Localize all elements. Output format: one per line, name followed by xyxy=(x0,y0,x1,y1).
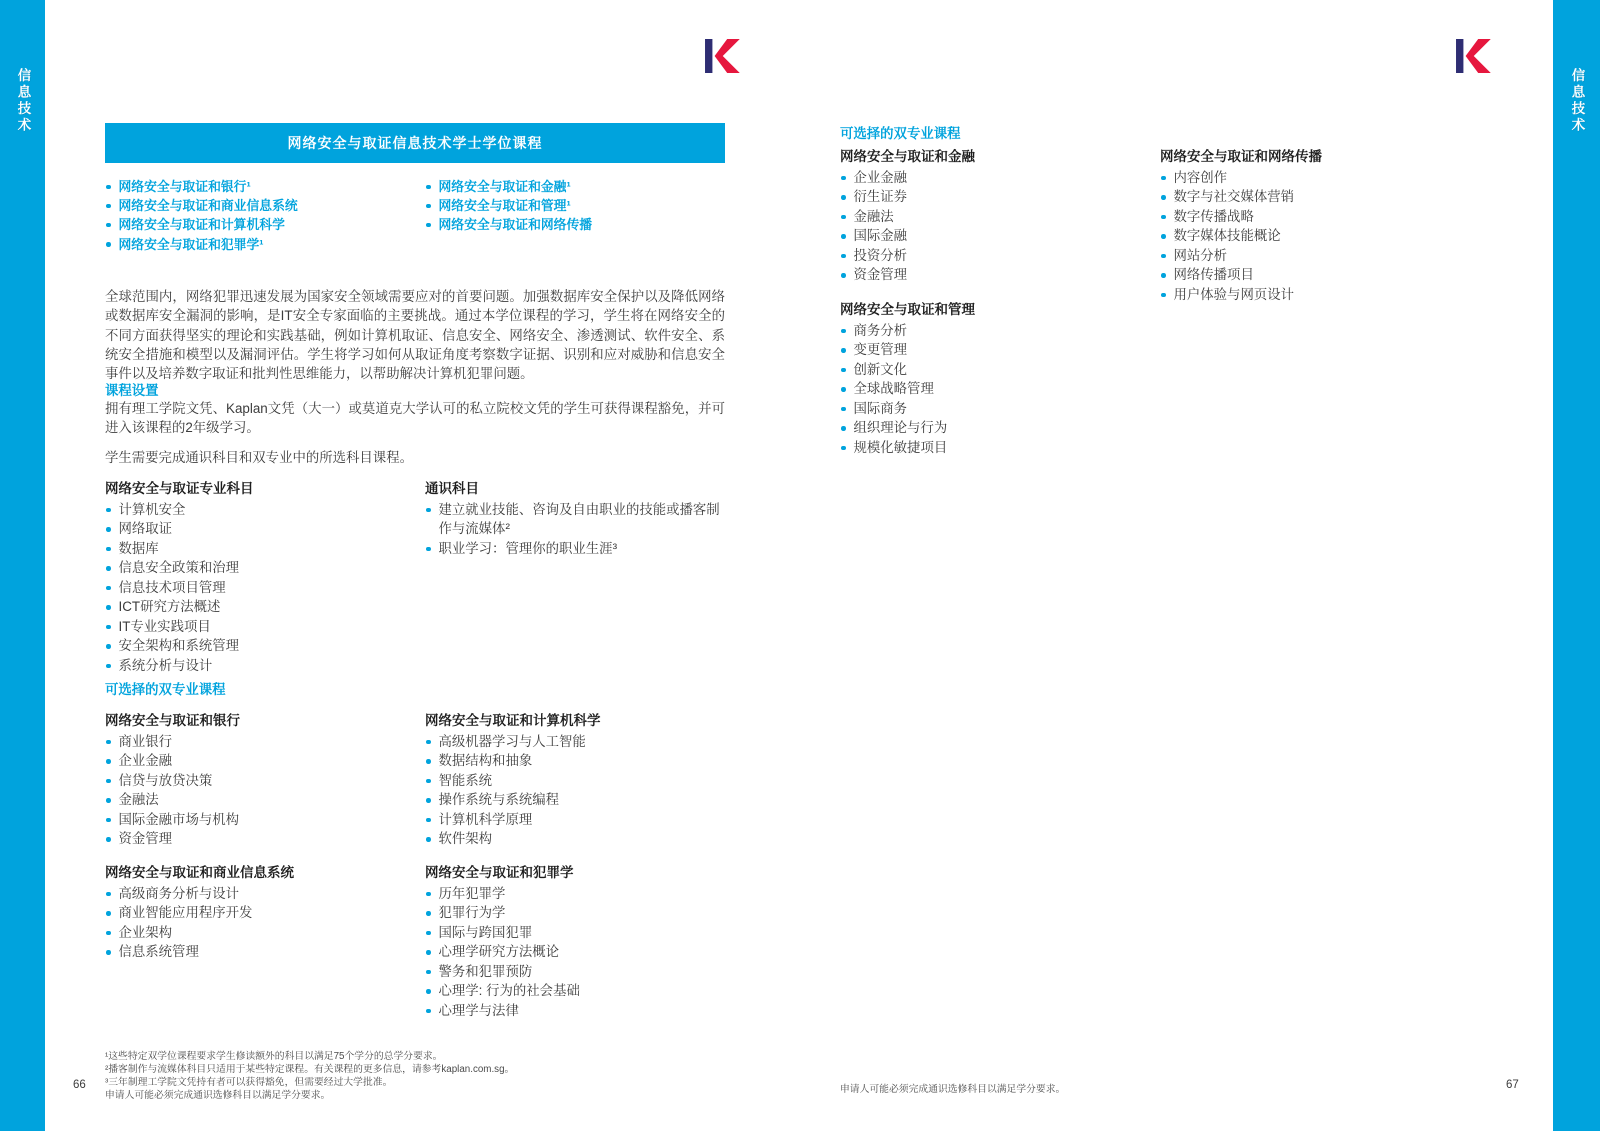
dot-bullet-icon xyxy=(426,950,431,955)
dot-bullet-icon xyxy=(106,586,111,591)
list-item xyxy=(105,558,413,578)
programme-description: 全球范围内，网络犯罪迅速发展为国家安全领域需要应对的首要问题。加强数据库安全保护以及降低网络或数据库安全漏洞的影响，是IT安全专家面临的主要挑战。通过本学位课程的学习，学生将在网络安全的不同方面获得坚实的理论和实践基础，例如计算机取证、信息安全、网络安全、渗透测试、软件安全、系统安全措施和模型以及漏洞评估。学生将学习如何从取证角度考察数字证据、识别和应对威胁和信息安全事件以及培养数字取证和批判性思维能力，以帮助解决计算机犯罪问题。 xyxy=(105,289,725,382)
list-item-label: 警务和犯罪预防 xyxy=(438,963,533,979)
left-page xyxy=(105,0,725,1131)
list-item-label: 组织理论与行为 xyxy=(853,420,948,435)
course-setup-body: 拥有理工学院文凭、Kaplan文凭（大一）或莫道克大学认可的私立院校文凭的学生可获得课程豁免，并可进入该课程的2年级学习。 xyxy=(105,401,725,436)
list-item-label: 信息安全政策和治理 xyxy=(118,560,240,575)
course-setup-note: 学生需要完成通识科目和双专业中的所选科目课程。 xyxy=(105,450,413,465)
list-item xyxy=(840,438,1148,458)
list-item-label: IT专业实践项目 xyxy=(118,618,211,634)
list-item xyxy=(1160,207,1480,227)
list-item xyxy=(105,923,413,943)
footer-note: 申请人可能必须完成通识选修科目以满足学分要求。 xyxy=(840,1084,1066,1095)
list-item-label: 网络安全与取证和商业信息系统 xyxy=(118,198,298,214)
list-item xyxy=(1160,226,1480,246)
list-item xyxy=(840,360,1148,380)
general-subjects-group xyxy=(425,479,727,558)
dot-bullet-icon xyxy=(106,798,111,803)
dot-bullet-icon xyxy=(426,740,431,745)
dot-bullet-icon xyxy=(426,204,431,209)
list-item xyxy=(105,790,413,810)
dot-bullet-icon xyxy=(106,931,111,936)
dot-bullet-icon xyxy=(1161,293,1166,298)
subject-list xyxy=(425,500,727,559)
list-item-label: 国际商务 xyxy=(853,400,908,416)
list-item-label: 计算机安全 xyxy=(118,501,186,517)
subject-list xyxy=(840,168,1148,285)
dot-bullet-icon xyxy=(426,989,431,994)
dot-bullet-icon xyxy=(426,185,431,190)
dot-bullet-icon xyxy=(106,566,111,571)
list-item xyxy=(105,751,413,771)
dot-bullet-icon xyxy=(106,242,111,247)
dot-bullet-icon xyxy=(426,911,431,916)
dot-bullet-icon xyxy=(841,254,846,259)
programme-links-col1 xyxy=(105,177,417,254)
list-item-label: 网络传播项目 xyxy=(1173,267,1254,282)
list-item-label: 心理学与法律 xyxy=(438,1002,519,1018)
list-item xyxy=(1160,187,1480,207)
list-item xyxy=(1160,246,1480,266)
list-item xyxy=(105,1064,685,1077)
list-item xyxy=(840,340,1148,360)
dot-bullet-icon xyxy=(841,348,846,353)
dot-bullet-icon xyxy=(106,605,111,610)
list-item xyxy=(105,597,413,617)
list-item-label: 操作系统与系统编程 xyxy=(438,792,560,807)
list-item xyxy=(425,981,727,1001)
subject-list xyxy=(425,732,727,849)
list-item xyxy=(105,942,413,962)
dot-bullet-icon xyxy=(426,779,431,784)
section-tab-label: 信息技术 xyxy=(15,68,31,134)
programme-title-banner: 网络安全与取证信息技术学士学位课程 xyxy=(105,123,725,163)
dot-bullet-icon xyxy=(426,818,431,823)
list-item xyxy=(105,177,417,196)
group-title: 通识科目 xyxy=(425,481,479,496)
list-item-label: 网络取证 xyxy=(118,521,173,536)
dot-bullet-icon xyxy=(426,798,431,803)
list-item-label: 系统分析与设计 xyxy=(118,657,213,673)
list-item-label: 数字传播战略 xyxy=(1173,208,1254,224)
dot-bullet-icon xyxy=(426,223,431,228)
list-item-label: ²播客制作与流媒体科目只适用于某些特定课程。有关课程的更多信息，请参考kaplan.com.sg。 xyxy=(105,1063,515,1075)
dot-bullet-icon xyxy=(1161,215,1166,220)
dot-bullet-icon xyxy=(106,818,111,823)
list-item xyxy=(425,177,725,196)
list-item-label: 国际与跨国犯罪 xyxy=(438,924,533,940)
dot-bullet-icon xyxy=(426,892,431,897)
dot-bullet-icon xyxy=(106,664,111,669)
dot-bullet-icon xyxy=(106,740,111,745)
list-item xyxy=(105,732,413,752)
dot-bullet-icon xyxy=(841,176,846,181)
list-item xyxy=(105,884,413,904)
course-setup-heading: 课程设置 xyxy=(105,383,159,398)
group-title: 网络安全与取证专业科目 xyxy=(105,481,254,496)
list-item-label: 心理学研究方法概论 xyxy=(438,944,560,959)
right-page xyxy=(840,0,1530,1131)
list-item xyxy=(425,810,727,830)
list-item-label: 网站分析 xyxy=(1173,247,1228,263)
list-item-label: 网络安全与取证和金融¹ xyxy=(438,179,571,194)
dot-bullet-icon xyxy=(426,547,431,552)
list-item xyxy=(105,196,417,215)
list-item xyxy=(105,617,413,637)
list-item-label: 智能系统 xyxy=(438,772,493,788)
list-item-label: 计算机科学原理 xyxy=(438,811,533,827)
list-item xyxy=(425,732,727,752)
list-item xyxy=(425,539,727,559)
list-item xyxy=(105,1077,685,1090)
list-item xyxy=(425,196,725,215)
group-title: 网络安全与取证和网络传播 xyxy=(1160,149,1322,164)
list-item-label: 用户体验与网页设计 xyxy=(1173,286,1295,302)
dot-bullet-icon xyxy=(841,426,846,431)
list-item xyxy=(105,1090,685,1103)
list-item xyxy=(840,246,1148,266)
dot-bullet-icon xyxy=(841,368,846,373)
list-item xyxy=(425,215,725,234)
list-item-label: 犯罪行为学 xyxy=(438,905,506,920)
group-title: 网络安全与取证和商业信息系统 xyxy=(105,865,294,880)
electives-heading: 可选择的双专业课程 xyxy=(840,126,961,141)
list-item-label: 内容创作 xyxy=(1173,169,1228,185)
list-item-label: 数据结构和抽象 xyxy=(438,753,533,768)
list-item xyxy=(840,226,1148,246)
list-item-label: 信息系统管理 xyxy=(118,944,199,959)
electives-heading: 可选择的双专业课程 xyxy=(105,682,226,697)
footnotes xyxy=(105,1051,685,1103)
dot-bullet-icon xyxy=(106,508,111,513)
list-item xyxy=(105,215,417,234)
list-item xyxy=(105,636,413,656)
subject-list xyxy=(425,884,727,1021)
elective-group-web-communication xyxy=(1160,147,1480,304)
dot-bullet-icon xyxy=(841,195,846,200)
list-item-label: 金融法 xyxy=(853,208,894,224)
dot-bullet-icon xyxy=(426,1009,431,1014)
list-item xyxy=(1160,285,1480,305)
list-item-label: 信息技术项目管理 xyxy=(118,579,226,595)
dot-bullet-icon xyxy=(1161,254,1166,259)
list-item-label: 商务分析 xyxy=(853,322,908,338)
dot-bullet-icon xyxy=(841,215,846,220)
dot-bullet-icon xyxy=(841,387,846,392)
list-item-label: 金融法 xyxy=(118,792,159,807)
list-item xyxy=(840,321,1148,341)
list-item-label: 企业架构 xyxy=(118,924,173,940)
list-item xyxy=(840,379,1148,399)
list-item-label: 资金管理 xyxy=(853,267,908,282)
core-subjects-group xyxy=(105,479,413,675)
list-item xyxy=(425,942,727,962)
dot-bullet-icon xyxy=(106,223,111,228)
list-item xyxy=(105,903,413,923)
dot-bullet-icon xyxy=(106,185,111,190)
dot-bullet-icon xyxy=(106,759,111,764)
dot-bullet-icon xyxy=(106,547,111,552)
group-title: 网络安全与取证和银行 xyxy=(105,713,240,728)
list-item xyxy=(425,751,727,771)
list-item-label: 网络安全与取证和计算机科学 xyxy=(118,217,285,233)
list-item xyxy=(105,235,417,254)
list-item xyxy=(840,207,1148,227)
dot-bullet-icon xyxy=(1161,195,1166,200)
list-item xyxy=(840,187,1148,207)
dot-bullet-icon xyxy=(426,508,431,513)
list-item-label: 全球战略管理 xyxy=(853,381,934,396)
list-item xyxy=(840,418,1148,438)
dot-bullet-icon xyxy=(426,837,431,842)
subject-list xyxy=(105,884,413,962)
dot-bullet-icon xyxy=(841,407,846,412)
list-item-label: 申请人可能必须完成通识选修科目以满足学分要求。 xyxy=(105,1089,331,1101)
list-item-label: ICT研究方法概述 xyxy=(118,599,221,614)
dot-bullet-icon xyxy=(106,779,111,784)
list-item-label: 信贷与放贷决策 xyxy=(118,772,213,788)
list-item-label: 网络安全与取证和网络传播 xyxy=(438,217,593,233)
list-item-label: 高级机器学习与人工智能 xyxy=(438,733,586,749)
list-item-label: 数据库 xyxy=(118,540,159,556)
page-number-left: 66 xyxy=(73,1079,86,1091)
dot-bullet-icon xyxy=(1161,176,1166,181)
dot-bullet-icon xyxy=(426,970,431,975)
list-item-label: 变更管理 xyxy=(853,342,908,357)
subject-list xyxy=(1160,168,1480,305)
section-tab-label: 信息技术 xyxy=(1569,68,1585,134)
right-edge-band xyxy=(1553,0,1600,1131)
list-item-label: 衍生证券 xyxy=(853,189,908,204)
list-item xyxy=(105,810,413,830)
list-item-label: 投资分析 xyxy=(853,247,908,263)
list-item xyxy=(105,500,413,520)
list-item xyxy=(840,399,1148,419)
list-item xyxy=(1160,168,1480,188)
list-item xyxy=(425,771,727,791)
list-item-label: 商业银行 xyxy=(118,733,173,749)
dot-bullet-icon xyxy=(106,625,111,630)
list-item xyxy=(105,539,413,559)
list-item xyxy=(425,962,727,982)
dot-bullet-icon xyxy=(106,527,111,532)
elective-group-computer-science xyxy=(425,711,727,849)
group-title: 网络安全与取证和犯罪学 xyxy=(425,865,574,880)
elective-group-business-info-systems xyxy=(105,863,413,962)
list-item-label: 规模化敏捷项目 xyxy=(853,439,948,455)
dot-bullet-icon xyxy=(841,329,846,334)
subject-list xyxy=(840,321,1148,458)
list-item xyxy=(425,923,727,943)
list-item-label: 软件架构 xyxy=(438,831,493,846)
left-edge-band xyxy=(0,0,45,1131)
list-item xyxy=(105,829,413,849)
list-item-label: ³三年制理工学院文凭持有者可以获得豁免，但需要经过大学批准。 xyxy=(105,1076,393,1088)
list-item-label: 网络安全与取证和管理¹ xyxy=(438,198,571,214)
dot-bullet-icon xyxy=(1161,273,1166,278)
list-item-label: 职业学习：管理你的职业生涯³ xyxy=(438,540,618,556)
list-item-label: 国际金融市场与机构 xyxy=(118,811,240,827)
list-item-label: 商业智能应用程序开发 xyxy=(118,905,253,920)
list-item-label: 资金管理 xyxy=(118,831,173,846)
list-item xyxy=(105,771,413,791)
list-item xyxy=(1160,265,1480,285)
list-item xyxy=(105,519,413,539)
list-item xyxy=(105,1051,685,1064)
dot-bullet-icon xyxy=(106,892,111,897)
dot-bullet-icon xyxy=(1161,234,1166,239)
list-item xyxy=(425,500,727,539)
group-title: 网络安全与取证和金融 xyxy=(840,149,975,164)
list-item xyxy=(425,829,727,849)
list-item xyxy=(105,656,413,676)
list-item xyxy=(105,578,413,598)
list-item-label: 心理学: 行为的社会基础 xyxy=(438,983,580,998)
elective-group-finance xyxy=(840,147,1148,285)
list-item-label: ¹这些特定双学位课程要求学生修读额外的科目以满足75个学分的总学分要求。 xyxy=(105,1051,443,1062)
list-item-label: 历年犯罪学 xyxy=(438,885,506,901)
dot-bullet-icon xyxy=(841,446,846,451)
list-item-label: 建立就业技能、咨询及自由职业的技能或播客制作与流媒体² xyxy=(438,501,720,536)
dot-bullet-icon xyxy=(106,911,111,916)
dot-bullet-icon xyxy=(106,644,111,649)
list-item-label: 网络安全与取证和犯罪学¹ xyxy=(118,236,264,252)
list-item xyxy=(840,265,1148,285)
list-item xyxy=(425,1001,727,1021)
dot-bullet-icon xyxy=(106,837,111,842)
list-item xyxy=(425,790,727,810)
subject-list xyxy=(105,732,413,849)
page-number-right: 67 xyxy=(1506,1079,1519,1091)
list-item-label: 国际金融 xyxy=(853,228,908,243)
list-item xyxy=(840,168,1148,188)
subject-list xyxy=(105,500,413,676)
list-item-label: 数字与社交媒体营销 xyxy=(1173,189,1295,204)
dot-bullet-icon xyxy=(426,931,431,936)
list-item-label: 网络安全与取证和银行¹ xyxy=(118,179,251,194)
list-item-label: 安全架构和系统管理 xyxy=(118,638,240,653)
list-item-label: 企业金融 xyxy=(118,753,173,768)
list-item-label: 企业金融 xyxy=(853,169,908,185)
dot-bullet-icon xyxy=(841,234,846,239)
elective-group-banking xyxy=(105,711,413,849)
list-item-label: 数字媒体技能概论 xyxy=(1173,228,1281,243)
list-item-label: 高级商务分析与设计 xyxy=(118,885,240,901)
group-title: 网络安全与取证和计算机科学 xyxy=(425,713,601,728)
dot-bullet-icon xyxy=(841,273,846,278)
dot-bullet-icon xyxy=(106,204,111,209)
programme-links-col2 xyxy=(425,177,725,235)
list-item xyxy=(425,884,727,904)
group-title: 网络安全与取证和管理 xyxy=(840,302,975,317)
dot-bullet-icon xyxy=(106,950,111,955)
elective-group-criminology xyxy=(425,863,727,1020)
elective-group-management xyxy=(840,300,1148,457)
dot-bullet-icon xyxy=(426,759,431,764)
list-item xyxy=(425,903,727,923)
list-item-label: 创新文化 xyxy=(853,361,908,377)
